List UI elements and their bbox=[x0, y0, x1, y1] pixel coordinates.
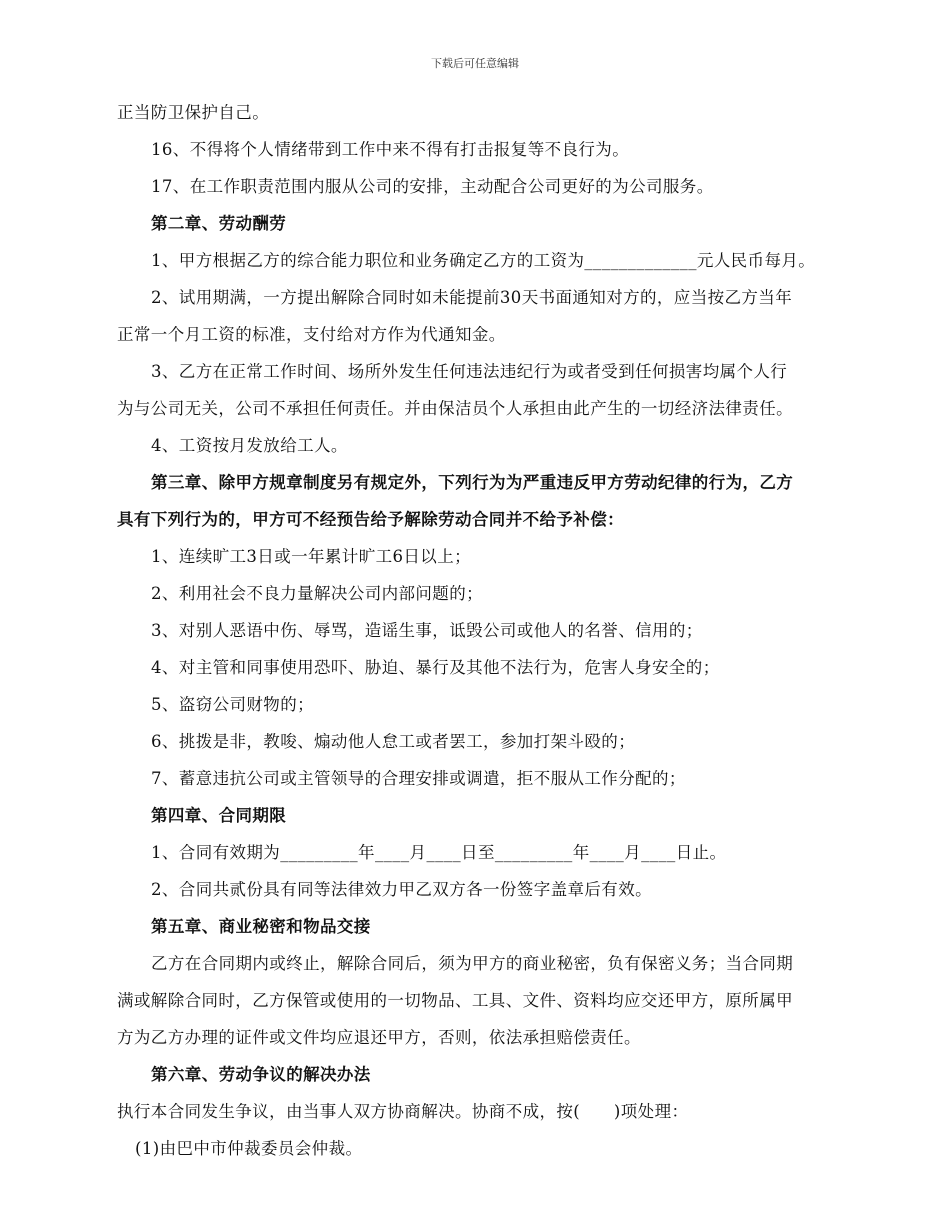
line-text: (1)由巴中市仲裁委员会仲裁。 bbox=[135, 1139, 363, 1158]
chapter-heading bbox=[117, 1056, 877, 1093]
line-text: 5、盗窃公司财物的； bbox=[151, 695, 314, 714]
paragraph-line bbox=[117, 390, 877, 427]
line-text: 4、对主管和同事使用恐吓、胁迫、暴行及其他不法行为，危害人身安全的； bbox=[151, 658, 720, 677]
line-text: 7、蓄意违抗公司或主管领导的合理安排或调遣，拒不服从工作分配的； bbox=[151, 769, 686, 788]
list-item bbox=[117, 612, 877, 649]
heading-text: 第五章、商业秘密和物品交接 bbox=[151, 917, 371, 936]
paragraph-line bbox=[117, 1093, 877, 1130]
line-text: 2、合同共贰份具有同等法律效力甲乙双方各一份签字盖章后有效。 bbox=[151, 880, 652, 899]
paragraph-line bbox=[117, 1130, 877, 1167]
paragraph-line bbox=[117, 279, 877, 316]
line-text: 满或解除合同时，乙方保管或使用的一切物品、工具、文件、资料均应交还甲方，原所属甲 bbox=[117, 991, 793, 1010]
heading-text: 具有下列行为的，甲方可不经预告给予解除劳动合同并不给予补偿： bbox=[117, 510, 624, 529]
paragraph-line bbox=[117, 316, 877, 353]
line-text: 正当防卫保护自己。 bbox=[117, 103, 270, 122]
paragraph-line bbox=[117, 168, 877, 205]
line-text: 1、合同有效期为_________年____月____日至_________年____月____日止。 bbox=[151, 843, 727, 862]
paragraph-line bbox=[117, 945, 877, 982]
line-text: 1、甲方根据乙方的综合能力职位和业务确定乙方的工资为_____________元人民币每月。 bbox=[151, 251, 816, 270]
line-text: 2、利用社会不良力量解决公司内部问题的； bbox=[151, 584, 483, 603]
chapter-heading bbox=[117, 797, 877, 834]
paragraph-line bbox=[117, 94, 877, 131]
line-text: 3、乙方在正常工作时间、场所外发生任何违法违纪行为或者受到任何损害均属个人行 bbox=[151, 362, 788, 381]
chapter-heading bbox=[117, 464, 877, 501]
paragraph-line bbox=[117, 1019, 877, 1056]
line-text: 2、试用期满，一方提出解除合同时如未能提前30天书面通知对方的，应当按乙方当年 bbox=[151, 288, 793, 307]
page-header: 下载后可任意编辑 bbox=[431, 57, 519, 70]
heading-text: 第六章、劳动争议的解决办法 bbox=[151, 1065, 371, 1084]
paragraph-line bbox=[117, 834, 877, 871]
line-text: 3、对别人恶语中伤、辱骂，造谣生事，诋毁公司或他人的名誉、信用的； bbox=[151, 621, 703, 640]
line-text: 6、挑拨是非，教唆、煽动他人怠工或者罢工，参加打架斗殴的； bbox=[151, 732, 636, 751]
list-item bbox=[117, 538, 877, 575]
line-text: 乙方在合同期内或终止，解除合同后，须为甲方的商业秘密，负有保密义务；当合同期 bbox=[151, 954, 794, 973]
line-text: 方为乙方办理的证件或文件均应退还甲方，否则，依法承担赔偿责任。 bbox=[117, 1028, 641, 1047]
heading-text: 第二章、劳动酬劳 bbox=[151, 214, 287, 233]
line-text: 1、连续旷工3日或一年累计旷工6日以上； bbox=[151, 547, 471, 566]
list-item bbox=[117, 575, 877, 612]
paragraph-line bbox=[117, 427, 877, 464]
line-text: 执行本合同发生争议，由当事人双方协商解决。协商不成，按( )项处理： bbox=[117, 1102, 689, 1121]
chapter-heading bbox=[117, 501, 877, 538]
line-text: 正常一个月工资的标准，支付给对方作为代通知金。 bbox=[117, 325, 506, 344]
line-text: 4、工资按月发放给工人。 bbox=[151, 436, 348, 455]
line-text: 16、不得将个人情绪带到工作中来不得有打击报复等不良行为。 bbox=[151, 140, 630, 159]
line-text: 17、在工作职责范围内服从公司的安排，主动配合公司更好的为公司服务。 bbox=[151, 177, 714, 196]
document-body bbox=[117, 94, 877, 1167]
list-item bbox=[117, 760, 877, 797]
list-item bbox=[117, 649, 877, 686]
list-item bbox=[117, 723, 877, 760]
paragraph-line bbox=[117, 871, 877, 908]
paragraph-line bbox=[117, 982, 877, 1019]
chapter-heading bbox=[117, 205, 877, 242]
paragraph-line bbox=[117, 242, 877, 279]
line-text: 为与公司无关，公司不承担任何责任。并由保洁员个人承担由此产生的一切经济法律责任。 bbox=[117, 399, 793, 418]
paragraph-line bbox=[117, 353, 877, 390]
list-item bbox=[117, 686, 877, 723]
paragraph-line bbox=[117, 131, 877, 168]
heading-text: 第四章、合同期限 bbox=[151, 806, 287, 825]
chapter-heading bbox=[117, 908, 877, 945]
heading-text: 第三章、除甲方规章制度另有规定外，下列行为为严重违反甲方劳动纪律的行为，乙方 bbox=[151, 473, 794, 492]
